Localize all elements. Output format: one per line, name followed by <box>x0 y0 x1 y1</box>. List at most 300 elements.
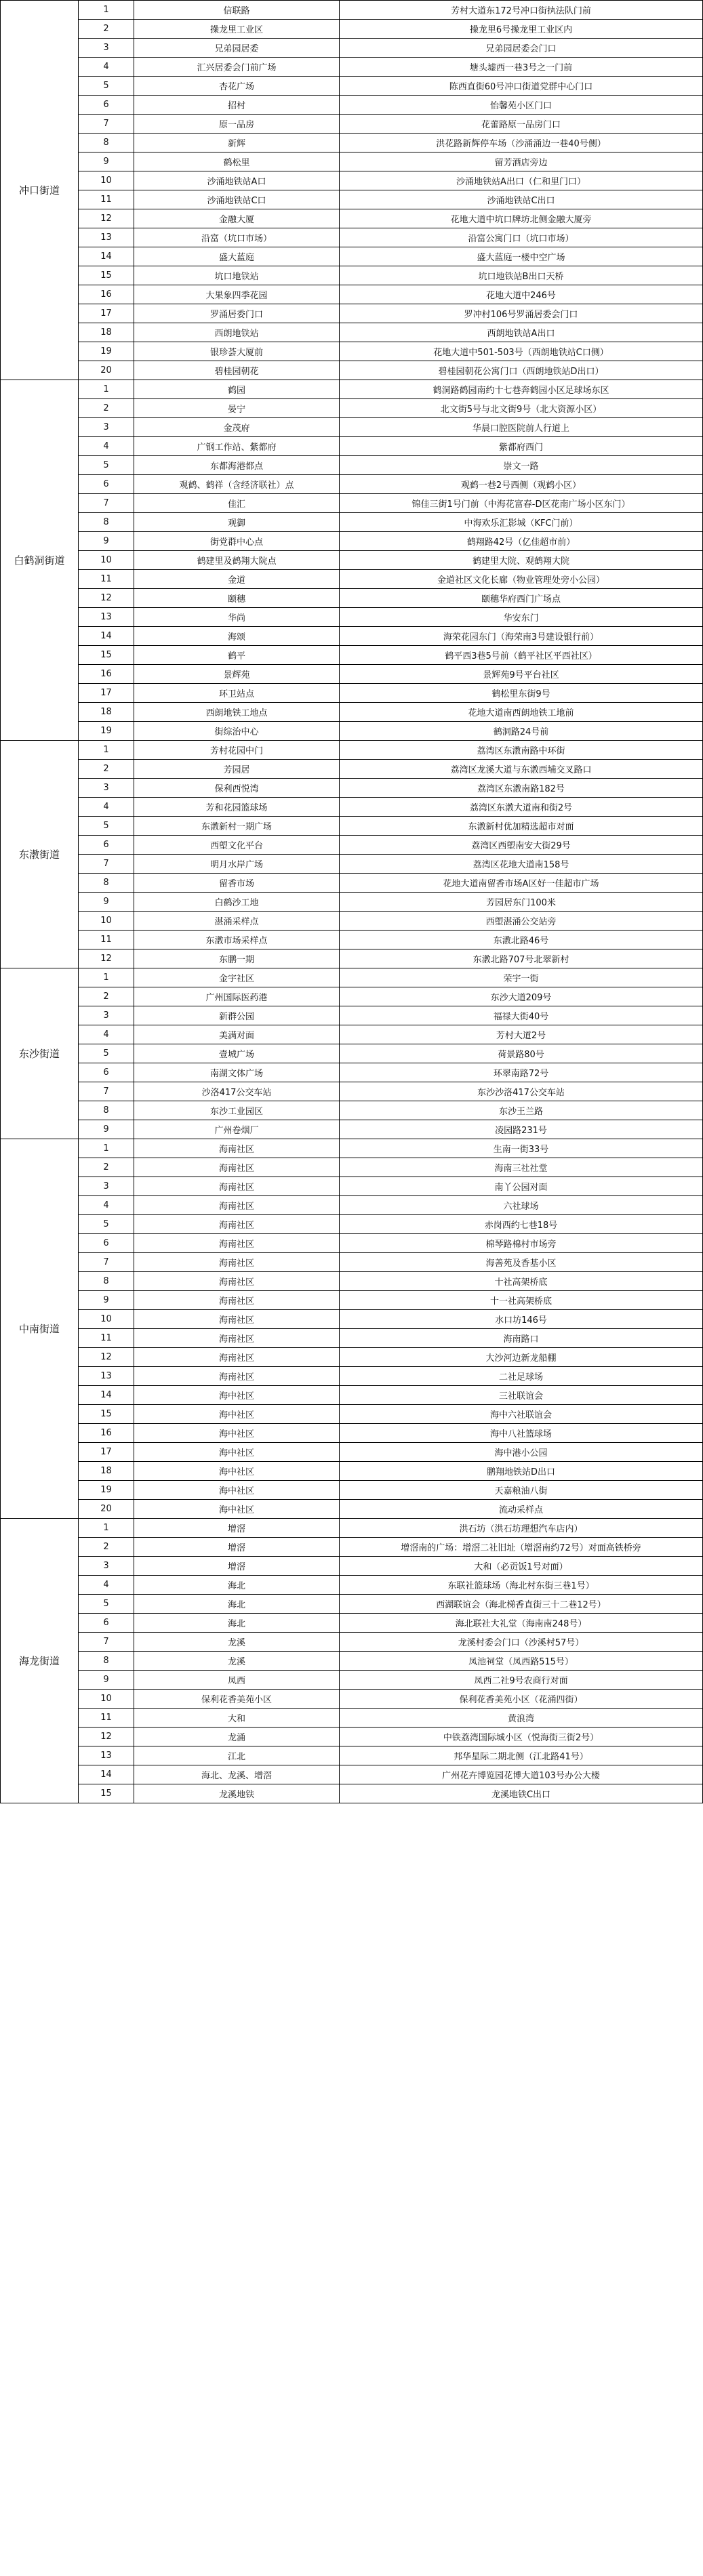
table-row <box>1 266 703 285</box>
table-row <box>1 1025 703 1044</box>
address-cell: 观鹤一巷2号西侧（观鹤小区） <box>340 475 703 494</box>
address-cell: 鹤松里东街9号 <box>340 684 703 703</box>
site-name-cell: 原一品房 <box>134 115 340 134</box>
site-name-cell: 银珍荟大厦前 <box>134 342 340 361</box>
seq-cell: 2 <box>79 760 134 779</box>
site-name-cell: 颐穗 <box>134 589 340 608</box>
seq-cell: 10 <box>79 1690 134 1709</box>
seq-cell: 13 <box>79 608 134 627</box>
address-cell: 罗冲村106号罗涌居委会门口 <box>340 304 703 323</box>
site-name-cell: 海南社区 <box>134 1348 340 1367</box>
site-name-cell: 东鹏一期 <box>134 949 340 968</box>
address-cell: 天嘉粮油八街 <box>340 1481 703 1500</box>
seq-cell: 1 <box>79 1 134 20</box>
table-row <box>1 1310 703 1329</box>
seq-cell: 4 <box>79 1196 134 1215</box>
seq-cell: 12 <box>79 949 134 968</box>
seq-cell: 11 <box>79 1329 134 1348</box>
address-cell: 兄弟园居委会门口 <box>340 39 703 58</box>
site-name-cell: 明月水岸广场 <box>134 855 340 874</box>
table-row <box>1 1424 703 1443</box>
seq-cell: 3 <box>79 779 134 798</box>
table-row <box>1 665 703 684</box>
table-row <box>1 190 703 209</box>
address-cell: 景辉苑9号平台社区 <box>340 665 703 684</box>
table-row <box>1 418 703 437</box>
seq-cell: 14 <box>79 247 134 266</box>
table-row <box>1 134 703 152</box>
seq-cell: 3 <box>79 1006 134 1025</box>
seq-cell: 16 <box>79 1424 134 1443</box>
seq-cell: 15 <box>79 1784 134 1803</box>
seq-cell: 17 <box>79 304 134 323</box>
address-cell: 流动采样点 <box>340 1500 703 1519</box>
address-cell: 鹤翔路42号（亿佳超市前） <box>340 532 703 551</box>
site-name-cell: 海中社区 <box>134 1481 340 1500</box>
address-cell: 东沙王兰路 <box>340 1101 703 1120</box>
address-cell: 十一社高架桥底 <box>340 1291 703 1310</box>
address-cell: 鹤洞路24号前 <box>340 722 703 741</box>
site-name-cell: 碧桂园朝花 <box>134 361 340 380</box>
site-name-cell: 龙溪地铁 <box>134 1784 340 1803</box>
site-name-cell: 海南社区 <box>134 1253 340 1272</box>
seq-cell: 3 <box>79 1557 134 1576</box>
site-name-cell: 广州国际医药港 <box>134 987 340 1006</box>
address-cell: 中铁荔湾国际城小区（悦海街三街2号） <box>340 1727 703 1746</box>
seq-cell: 9 <box>79 1671 134 1690</box>
seq-cell: 1 <box>79 741 134 760</box>
seq-cell: 8 <box>79 1652 134 1671</box>
table-row <box>1 836 703 855</box>
site-name-cell: 海北 <box>134 1614 340 1633</box>
site-name-cell: 金道 <box>134 570 340 589</box>
site-name-cell: 西朗地铁工地点 <box>134 703 340 722</box>
table-row <box>1 1101 703 1120</box>
site-name-cell: 增滘 <box>134 1519 340 1538</box>
seq-cell: 7 <box>79 494 134 513</box>
table-row <box>1 703 703 722</box>
address-cell: 环翠南路72号 <box>340 1063 703 1082</box>
address-cell: 凌园路231号 <box>340 1120 703 1139</box>
table-row <box>1 1652 703 1671</box>
seq-cell: 2 <box>79 399 134 418</box>
table-row <box>1 247 703 266</box>
table-row <box>1 1006 703 1025</box>
table-row <box>1 1405 703 1424</box>
address-cell: 芳园居东门100米 <box>340 893 703 912</box>
seq-cell: 18 <box>79 1462 134 1481</box>
site-name-cell: 海南社区 <box>134 1158 340 1177</box>
seq-cell: 1 <box>79 1519 134 1538</box>
seq-cell: 3 <box>79 1177 134 1196</box>
site-name-cell: 南湖文体广场 <box>134 1063 340 1082</box>
site-name-cell: 龙涌 <box>134 1727 340 1746</box>
table-row <box>1 1291 703 1310</box>
table-row <box>1 893 703 912</box>
address-cell: 紫都府西门 <box>340 437 703 456</box>
site-name-cell: 金融大厦 <box>134 209 340 228</box>
site-name-cell: 海中社区 <box>134 1405 340 1424</box>
address-cell: 海北联社大礼堂（海南南248号） <box>340 1614 703 1633</box>
seq-cell: 13 <box>79 1367 134 1386</box>
site-name-cell: 海南社区 <box>134 1215 340 1234</box>
site-name-cell: 杏花广场 <box>134 77 340 96</box>
seq-cell: 15 <box>79 1405 134 1424</box>
seq-cell: 7 <box>79 115 134 134</box>
seq-cell: 8 <box>79 874 134 893</box>
seq-cell: 19 <box>79 1481 134 1500</box>
table-row <box>1 1044 703 1063</box>
seq-cell: 13 <box>79 228 134 247</box>
seq-cell: 15 <box>79 266 134 285</box>
site-name-cell: 罗涌居委门口 <box>134 304 340 323</box>
address-cell: 东联社篮球场（海北村东街三巷1号） <box>340 1576 703 1595</box>
seq-cell: 5 <box>79 817 134 836</box>
address-cell: 鹤平西3巷5号前（鹤平社区平西社区） <box>340 646 703 665</box>
table-row <box>1 20 703 39</box>
address-cell: 邦华星际二期北侧（江北路41号） <box>340 1746 703 1765</box>
address-cell: 华晨口腔医院前人行道上 <box>340 418 703 437</box>
street-name-cell: 东沙街道 <box>1 968 79 1139</box>
table-body <box>1 1 703 1803</box>
table-row <box>1 722 703 741</box>
address-cell: 荔湾区东漖大道南和街2号 <box>340 798 703 817</box>
street-name-cell: 东漖街道 <box>1 741 79 968</box>
site-name-cell: 东漖市场采样点 <box>134 931 340 949</box>
address-cell: 保利花香美苑小区（花涌四街） <box>340 1690 703 1709</box>
site-name-cell: 江北 <box>134 1746 340 1765</box>
seq-cell: 12 <box>79 589 134 608</box>
table-row <box>1 1633 703 1652</box>
site-name-cell: 东沙工业园区 <box>134 1101 340 1120</box>
seq-cell: 6 <box>79 836 134 855</box>
site-name-cell: 广钢工作站、紫都府 <box>134 437 340 456</box>
site-name-cell: 景辉苑 <box>134 665 340 684</box>
seq-cell: 2 <box>79 987 134 1006</box>
seq-cell: 9 <box>79 152 134 171</box>
table-row <box>1 171 703 190</box>
address-cell: 海中六社联谊会 <box>340 1405 703 1424</box>
seq-cell: 1 <box>79 968 134 987</box>
seq-cell: 16 <box>79 665 134 684</box>
address-cell: 留芳酒店旁边 <box>340 152 703 171</box>
table-row <box>1 323 703 342</box>
site-name-cell: 海南社区 <box>134 1234 340 1253</box>
address-cell: 凤池祠堂（凤西路515号） <box>340 1652 703 1671</box>
address-cell: 锦佳三街1号门前（中海花富春-D区花南广场小区东门） <box>340 494 703 513</box>
site-name-cell: 海北 <box>134 1595 340 1614</box>
table-row <box>1 1765 703 1784</box>
address-cell: 赤岗西约七巷18号 <box>340 1215 703 1234</box>
table-row <box>1 1177 703 1196</box>
table-row <box>1 1576 703 1595</box>
seq-cell: 9 <box>79 1291 134 1310</box>
table-row <box>1 1348 703 1367</box>
address-cell: 碧桂园朝花公寓门口（西朗地铁站D出口） <box>340 361 703 380</box>
site-name-cell: 晏宁 <box>134 399 340 418</box>
address-cell: 水口坊146号 <box>340 1310 703 1329</box>
table-row <box>1 646 703 665</box>
site-name-cell: 海中社区 <box>134 1462 340 1481</box>
site-name-cell: 观御 <box>134 513 340 532</box>
table-row <box>1 361 703 380</box>
site-name-cell: 芳园居 <box>134 760 340 779</box>
seq-cell: 1 <box>79 380 134 399</box>
table-row <box>1 608 703 627</box>
table-row <box>1 817 703 836</box>
table-row <box>1 1234 703 1253</box>
seq-cell: 18 <box>79 703 134 722</box>
site-name-cell: 街综治中心 <box>134 722 340 741</box>
seq-cell: 15 <box>79 646 134 665</box>
address-cell: 沿富公寓门口（坑口市场） <box>340 228 703 247</box>
table-row <box>1 1063 703 1082</box>
address-cell: 花地大道中坑口牌坊北侧金融大厦旁 <box>340 209 703 228</box>
address-cell: 东漖北路707号北翠新村 <box>340 949 703 968</box>
table-row <box>1 1557 703 1576</box>
table-row <box>1 1727 703 1746</box>
address-cell: 大和（必贡饭1号对面） <box>340 1557 703 1576</box>
site-name-cell: 盛大蓝庭 <box>134 247 340 266</box>
table-row <box>1 1367 703 1386</box>
table-row <box>1 1784 703 1803</box>
site-name-cell: 金茂府 <box>134 418 340 437</box>
seq-cell: 16 <box>79 285 134 304</box>
site-name-cell: 龙溪 <box>134 1633 340 1652</box>
address-cell: 操龙里6号操龙里工业区内 <box>340 20 703 39</box>
table-row <box>1 304 703 323</box>
seq-cell: 1 <box>79 1139 134 1158</box>
site-name-cell: 广州卷烟厂 <box>134 1120 340 1139</box>
table-row <box>1 1139 703 1158</box>
seq-cell: 4 <box>79 437 134 456</box>
seq-cell: 7 <box>79 1633 134 1652</box>
seq-cell: 10 <box>79 912 134 931</box>
seq-cell: 7 <box>79 1253 134 1272</box>
table-row <box>1 741 703 760</box>
table-row <box>1 152 703 171</box>
address-cell: 凤西二社9号农商行对面 <box>340 1671 703 1690</box>
address-cell: 龙溪地铁C出口 <box>340 1784 703 1803</box>
address-cell: 鹤建里大院、观鹤翔大院 <box>340 551 703 570</box>
site-name-cell: 街党群中心点 <box>134 532 340 551</box>
seq-cell: 6 <box>79 1063 134 1082</box>
site-name-cell: 保利西悦湾 <box>134 779 340 798</box>
site-name-cell: 海中社区 <box>134 1386 340 1405</box>
site-name-cell: 海颂 <box>134 627 340 646</box>
seq-cell: 8 <box>79 1101 134 1120</box>
site-name-cell: 招村 <box>134 96 340 115</box>
address-cell: 花地大道南留香市场A区好一佳超市广场 <box>340 874 703 893</box>
table-row <box>1 949 703 968</box>
address-cell: 芳村大道2号 <box>340 1025 703 1044</box>
table-row <box>1 987 703 1006</box>
address-cell: 海中港小公园 <box>340 1443 703 1462</box>
address-cell: 荔湾区东漖南路182号 <box>340 779 703 798</box>
address-cell: 花蕾路原一品房门口 <box>340 115 703 134</box>
site-name-cell: 鹤松里 <box>134 152 340 171</box>
address-cell: 西朗地铁站A出口 <box>340 323 703 342</box>
address-cell: 黄浪湾 <box>340 1709 703 1727</box>
address-cell: 荔湾区龙溪大道与东漖西埔交叉路口 <box>340 760 703 779</box>
seq-cell: 5 <box>79 1215 134 1234</box>
table-row <box>1 96 703 115</box>
address-cell: 龙溪村委会门口（沙溪村57号） <box>340 1633 703 1652</box>
address-cell: 西塱湛涌公交站旁 <box>340 912 703 931</box>
address-cell: 洪石坊（洪石坊理想汽车店内） <box>340 1519 703 1538</box>
site-name-cell: 芳和花园篮球场 <box>134 798 340 817</box>
address-cell: 花地大道中501-503号（西朗地铁站C口侧） <box>340 342 703 361</box>
address-cell: 西湖联谊会（海北梯香直街三十二巷12号） <box>340 1595 703 1614</box>
table-row <box>1 342 703 361</box>
site-name-cell: 金宇社区 <box>134 968 340 987</box>
seq-cell: 8 <box>79 1272 134 1291</box>
seq-cell: 4 <box>79 1576 134 1595</box>
site-name-cell: 海北、龙溪、增滘 <box>134 1765 340 1784</box>
seq-cell: 10 <box>79 171 134 190</box>
street-name-cell: 白鹤洞街道 <box>1 380 79 741</box>
seq-cell: 18 <box>79 323 134 342</box>
site-name-cell: 兄弟园居委 <box>134 39 340 58</box>
table-row <box>1 627 703 646</box>
seq-cell: 9 <box>79 532 134 551</box>
seq-cell: 19 <box>79 722 134 741</box>
seq-cell: 11 <box>79 931 134 949</box>
table-row <box>1 58 703 77</box>
site-name-cell: 大果象四季花园 <box>134 285 340 304</box>
seq-cell: 12 <box>79 209 134 228</box>
seq-cell: 17 <box>79 1443 134 1462</box>
site-name-cell: 佳汇 <box>134 494 340 513</box>
site-name-cell: 海南社区 <box>134 1272 340 1291</box>
address-cell: 荷景路80号 <box>340 1044 703 1063</box>
address-cell: 二社足球场 <box>340 1367 703 1386</box>
seq-cell: 9 <box>79 1120 134 1139</box>
table-row <box>1 855 703 874</box>
table-row <box>1 1215 703 1234</box>
seq-cell: 7 <box>79 1082 134 1101</box>
address-cell: 六社球场 <box>340 1196 703 1215</box>
site-name-cell: 鹤建里及鹤翔大院点 <box>134 551 340 570</box>
table-row <box>1 931 703 949</box>
address-cell: 崇文一路 <box>340 456 703 475</box>
address-cell: 盛大蓝庭一楼中空广场 <box>340 247 703 266</box>
address-cell: 东漖北路46号 <box>340 931 703 949</box>
address-cell: 海荣花园东门（海荣南3号建设银行前） <box>340 627 703 646</box>
site-name-cell: 鹤园 <box>134 380 340 399</box>
table-row <box>1 1386 703 1405</box>
site-name-cell: 海南社区 <box>134 1367 340 1386</box>
site-name-cell: 新辉 <box>134 134 340 152</box>
table-row <box>1 1690 703 1709</box>
site-name-cell: 壹城广场 <box>134 1044 340 1063</box>
address-cell: 芳村大道东172号冲口街执法队门前 <box>340 1 703 20</box>
site-name-cell: 海南社区 <box>134 1139 340 1158</box>
seq-cell: 5 <box>79 77 134 96</box>
table-row <box>1 380 703 399</box>
seq-cell: 5 <box>79 1595 134 1614</box>
table-row <box>1 1120 703 1139</box>
address-cell: 荔湾区东漖南路中环街 <box>340 741 703 760</box>
site-name-cell: 西塱文化平台 <box>134 836 340 855</box>
seq-cell: 2 <box>79 20 134 39</box>
seq-cell: 3 <box>79 418 134 437</box>
site-name-cell: 沿富（坑口市场） <box>134 228 340 247</box>
site-name-cell: 西朗地铁站 <box>134 323 340 342</box>
site-name-cell: 海南社区 <box>134 1329 340 1348</box>
address-cell: 大沙河边新龙船棚 <box>340 1348 703 1367</box>
address-cell: 洪花路新辉停车场（沙涌涌边一巷40号侧） <box>340 134 703 152</box>
site-name-cell: 海南社区 <box>134 1310 340 1329</box>
site-name-cell: 凤西 <box>134 1671 340 1690</box>
street-name-cell: 中南街道 <box>1 1139 79 1519</box>
seq-cell: 13 <box>79 1746 134 1765</box>
seq-cell: 11 <box>79 1709 134 1727</box>
seq-cell: 4 <box>79 1025 134 1044</box>
seq-cell: 8 <box>79 513 134 532</box>
seq-cell: 5 <box>79 1044 134 1063</box>
site-name-cell: 保利花香美苑小区 <box>134 1690 340 1709</box>
site-name-cell: 增滘 <box>134 1557 340 1576</box>
address-cell: 海南三社社堂 <box>340 1158 703 1177</box>
table-row <box>1 39 703 58</box>
site-name-cell: 环卫站点 <box>134 684 340 703</box>
table-row <box>1 1481 703 1500</box>
address-cell: 南丫公园对面 <box>340 1177 703 1196</box>
table-row <box>1 551 703 570</box>
address-cell: 沙涌地铁站A出口（仁和里门口） <box>340 171 703 190</box>
site-name-cell: 操龙里工业区 <box>134 20 340 39</box>
seq-cell: 2 <box>79 1158 134 1177</box>
site-name-cell: 海中社区 <box>134 1500 340 1519</box>
seq-cell: 3 <box>79 39 134 58</box>
seq-cell: 4 <box>79 798 134 817</box>
table-row <box>1 684 703 703</box>
address-cell: 生南一街33号 <box>340 1139 703 1158</box>
site-name-cell: 汇兴居委会门前广场 <box>134 58 340 77</box>
address-cell: 荣宇一街 <box>340 968 703 987</box>
address-cell: 颐穗华府西门广场点 <box>340 589 703 608</box>
address-cell: 海善苑及香基小区 <box>340 1253 703 1272</box>
seq-cell: 17 <box>79 684 134 703</box>
address-cell: 东沙沙洛417公交车站 <box>340 1082 703 1101</box>
table-row <box>1 1519 703 1538</box>
street-name-cell: 海龙街道 <box>1 1519 79 1803</box>
site-name-cell: 海北 <box>134 1576 340 1595</box>
site-name-cell: 留香市场 <box>134 874 340 893</box>
site-name-cell: 海南社区 <box>134 1291 340 1310</box>
seq-cell: 6 <box>79 1234 134 1253</box>
table-row <box>1 760 703 779</box>
seq-cell: 12 <box>79 1727 134 1746</box>
address-cell: 怡馨苑小区门口 <box>340 96 703 115</box>
seq-cell: 11 <box>79 570 134 589</box>
table-row <box>1 1462 703 1481</box>
seq-cell: 2 <box>79 1538 134 1557</box>
site-name-cell: 龙溪 <box>134 1652 340 1671</box>
seq-cell: 14 <box>79 1386 134 1405</box>
seq-cell: 14 <box>79 1765 134 1784</box>
site-name-cell: 坑口地铁站 <box>134 266 340 285</box>
seq-cell: 12 <box>79 1348 134 1367</box>
table-row <box>1 912 703 931</box>
seq-cell: 7 <box>79 855 134 874</box>
seq-cell: 9 <box>79 893 134 912</box>
site-name-cell: 东都海港都点 <box>134 456 340 475</box>
table-row <box>1 437 703 456</box>
site-name-cell: 芳村花园中门 <box>134 741 340 760</box>
site-name-cell: 大和 <box>134 1709 340 1727</box>
